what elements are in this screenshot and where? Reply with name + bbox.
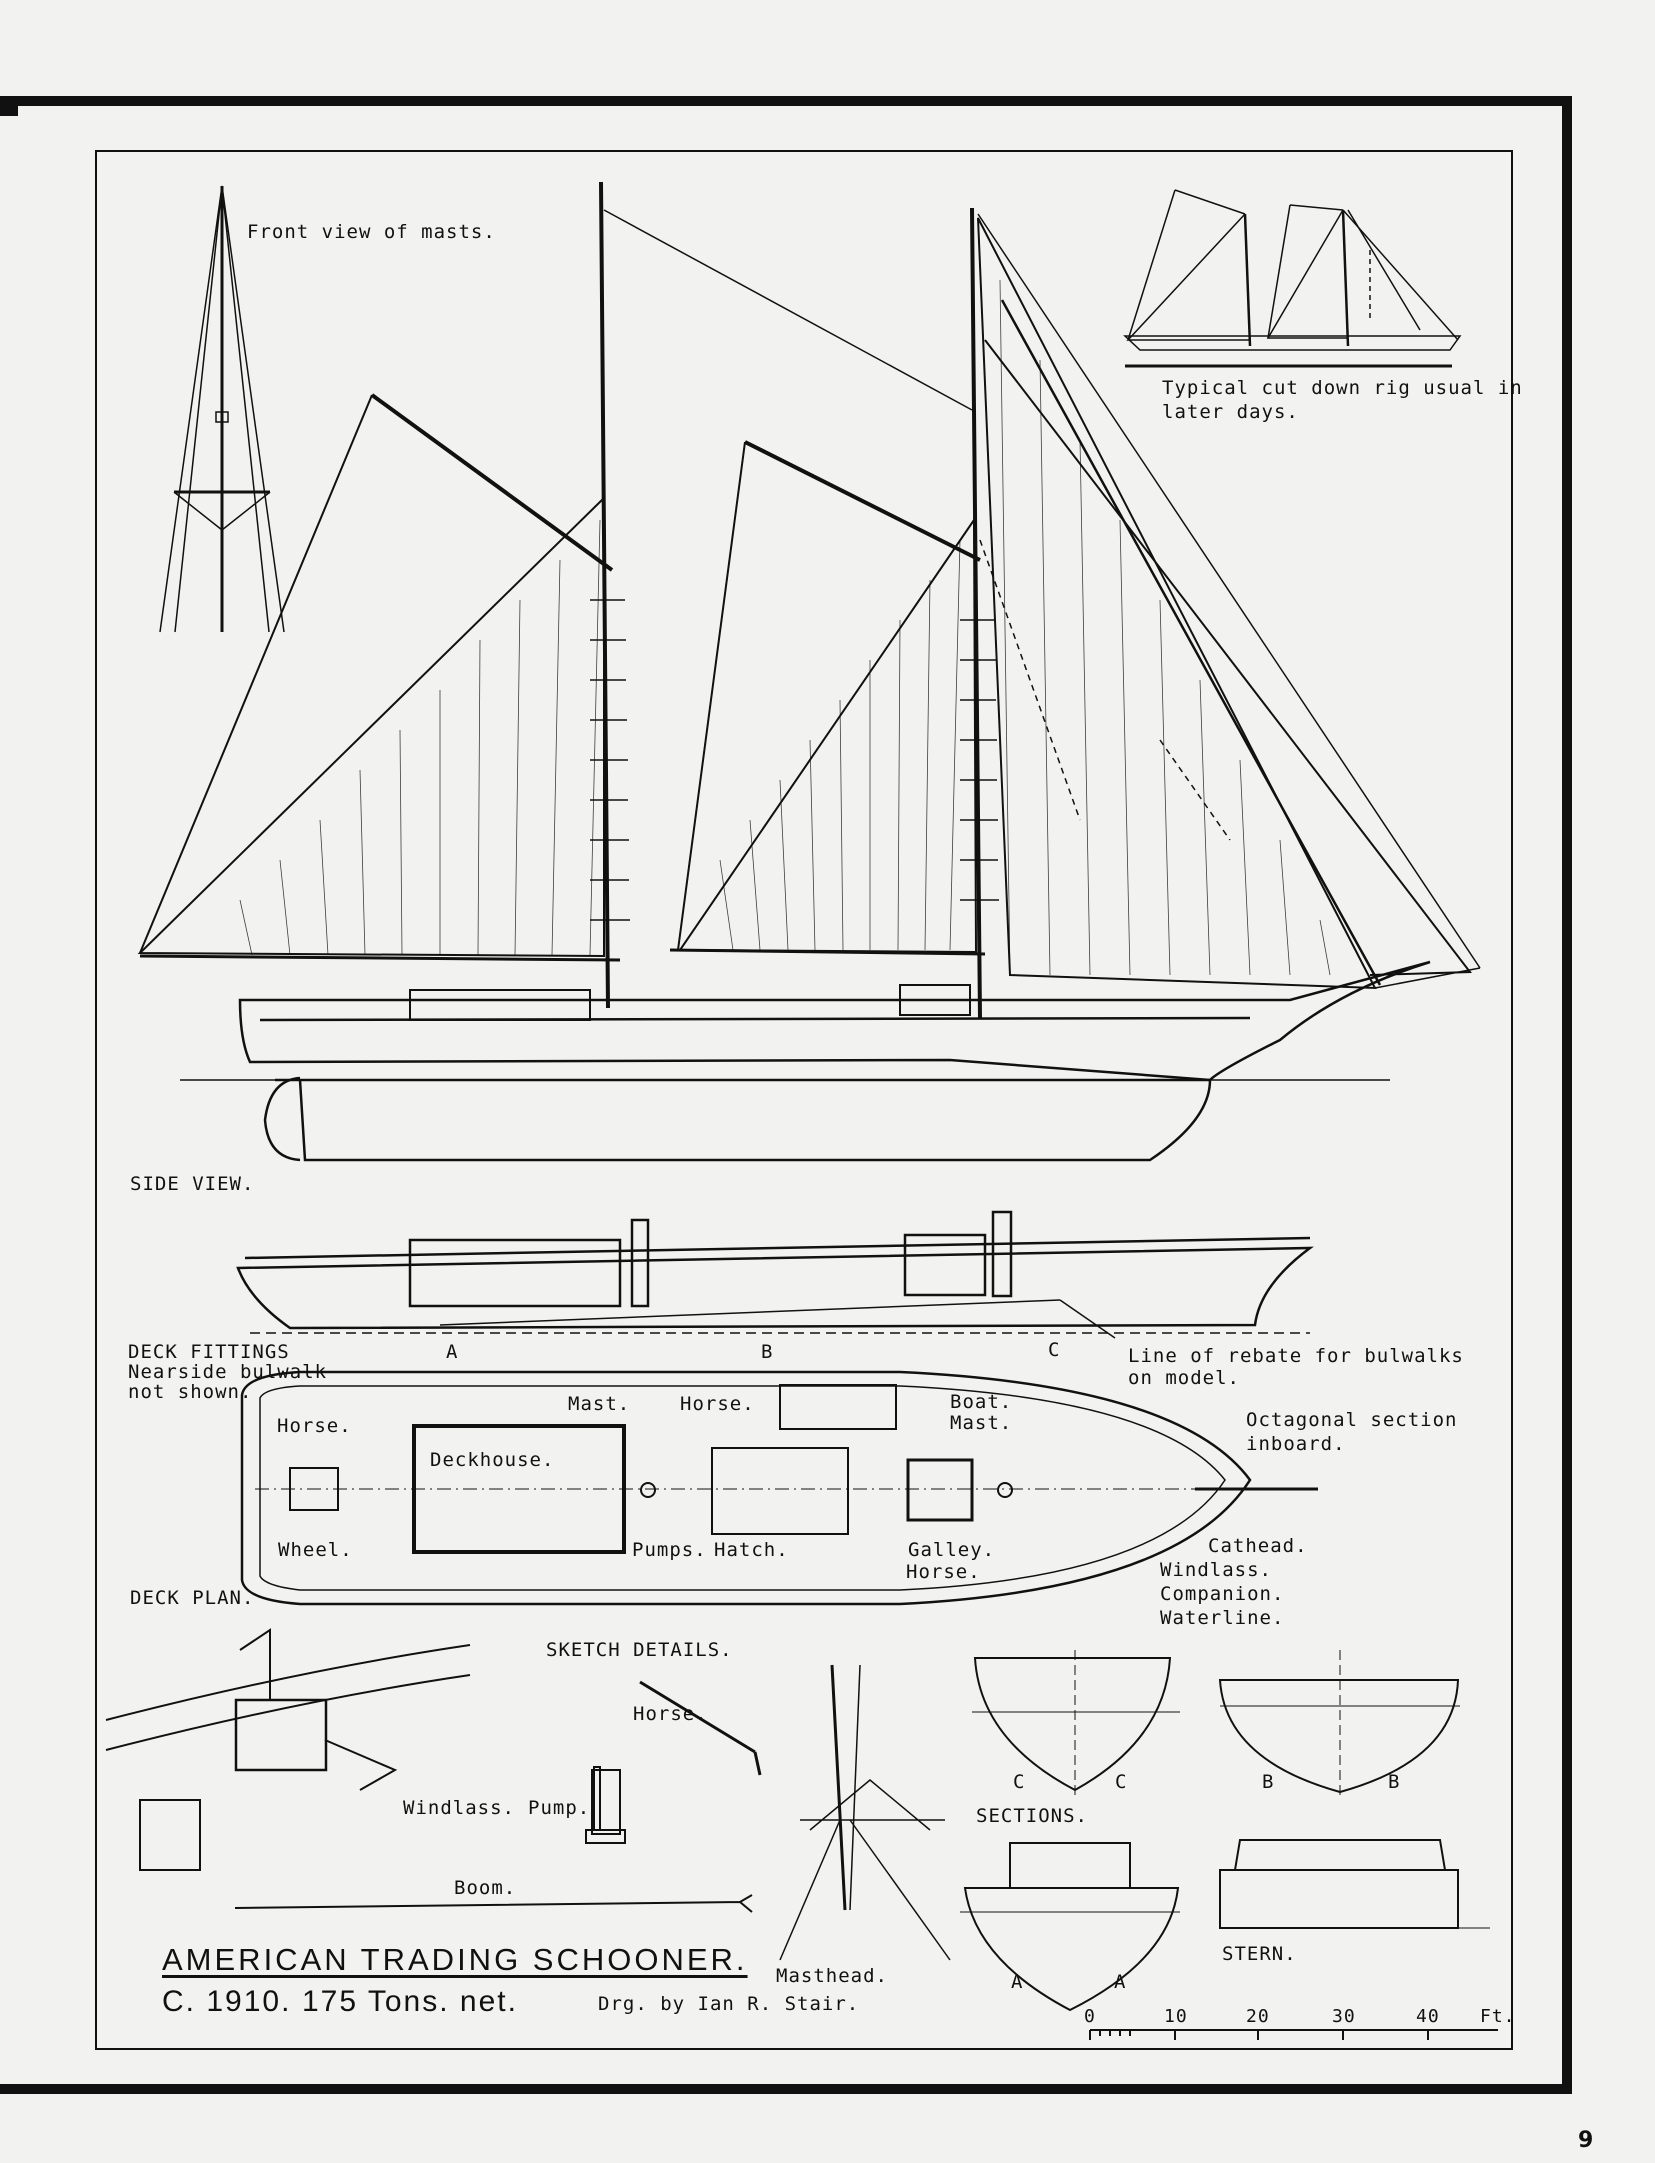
section-mark-a-right: A [1114, 1971, 1127, 1993]
section-a [960, 1843, 1180, 2010]
deck-pumps-label: Pumps. [632, 1539, 707, 1561]
deck-horse-mid-label: Horse. [680, 1393, 755, 1415]
deck-horse-right-label: Horse. [906, 1561, 981, 1583]
section-mark-b-right: B [1388, 1771, 1401, 1793]
sections-label: SECTIONS. [976, 1805, 1088, 1827]
scale-tick-10: 10 [1164, 2006, 1188, 2027]
deck-hatch-label: Hatch. [714, 1539, 789, 1561]
deck-fittings-view [238, 1212, 1310, 1338]
deck-waterline-label: Waterline. [1160, 1607, 1285, 1629]
sketch-masthead-label: Masthead. [776, 1965, 888, 1987]
front-view-masts [160, 186, 284, 632]
scale-tick-20: 20 [1246, 2006, 1270, 2027]
section-c [972, 1650, 1180, 1800]
windlass-sketch [106, 1630, 470, 1870]
octagonal-note-1: Octagonal section [1246, 1409, 1458, 1431]
hull-profile [180, 962, 1430, 1160]
cut-down-rig-label-1: Typical cut down rig usual in [1162, 377, 1523, 399]
rebate-note-2: on model. [1128, 1367, 1240, 1389]
rebate-note-1: Line of rebate for bulwalks [1128, 1345, 1464, 1367]
drawing-year: C. 1910. [162, 1985, 292, 2018]
octagonal-note-2: inboard. [1246, 1433, 1346, 1455]
section-b [1220, 1650, 1460, 1800]
inner-frame [96, 151, 1512, 2049]
stern-view [1220, 1840, 1490, 1928]
sail-plan [140, 182, 1480, 1018]
scale-unit: Ft. [1480, 2006, 1516, 2027]
deck-deckhouse-label: Deckhouse. [430, 1449, 555, 1471]
deck-galley-label: Galley. [908, 1539, 996, 1561]
deck-plan-label: DECK PLAN. [130, 1587, 255, 1609]
scale-tick-40: 40 [1416, 2006, 1440, 2027]
station-mark-b: B [761, 1341, 774, 1363]
deck-companion-label: Companion. [1160, 1583, 1285, 1605]
deck-cathead-label: Cathead. [1208, 1535, 1308, 1557]
cut-down-rig-sketch [1125, 190, 1460, 366]
section-mark-c-right: C [1115, 1771, 1128, 1793]
section-mark-a-left: A [1011, 1971, 1024, 1993]
sketch-boom-label: Boom. [454, 1877, 517, 1899]
deck-horse-left-label: Horse. [277, 1415, 352, 1437]
deck-fittings-note-2: not shown. [128, 1381, 253, 1403]
drawing-title: AMERICAN TRADING SCHOONER. [162, 1942, 748, 1977]
deck-wheel-label: Wheel. [278, 1539, 353, 1561]
deck-plan [242, 1372, 1318, 1604]
drawing-credit: Drg. by Ian R. Stair. [598, 1993, 860, 2015]
deck-mast-1-label: Mast. [568, 1393, 631, 1415]
scale-bar [1090, 2030, 1498, 2040]
sketch-windlass-label: Windlass. [403, 1797, 515, 1819]
deck-mast-2-label: Mast. [950, 1412, 1013, 1434]
scale-tick-0: 0 [1084, 2006, 1096, 2027]
sketch-horse-label: Horse. [633, 1703, 708, 1725]
deck-windlass-label: Windlass. [1160, 1559, 1272, 1581]
drawing-tonnage: 175 Tons. net. [302, 1985, 518, 2018]
cut-down-rig-label-2: later days. [1162, 401, 1299, 423]
sketch-pump-label: Pump. [528, 1797, 591, 1819]
scale-tick-30: 30 [1332, 2006, 1356, 2027]
deck-fittings-note-1: Nearside bulwalk [128, 1361, 328, 1383]
sketch-details-label: SKETCH DETAILS. [546, 1639, 733, 1661]
stern-label: STERN. [1222, 1943, 1297, 1965]
page-number: 9 [1578, 2128, 1594, 2153]
station-mark-c: C [1048, 1339, 1061, 1361]
deck-boat-label: Boat. [950, 1391, 1013, 1413]
masthead-sketch [780, 1665, 950, 1960]
section-mark-b-left: B [1262, 1771, 1275, 1793]
side-view-label: SIDE VIEW. [130, 1173, 255, 1195]
station-mark-a: A [446, 1341, 459, 1363]
front-view-masts-label: Front view of masts. [247, 221, 496, 243]
section-mark-c-left: C [1013, 1771, 1026, 1793]
deck-fittings-label: DECK FITTINGS [128, 1341, 290, 1363]
